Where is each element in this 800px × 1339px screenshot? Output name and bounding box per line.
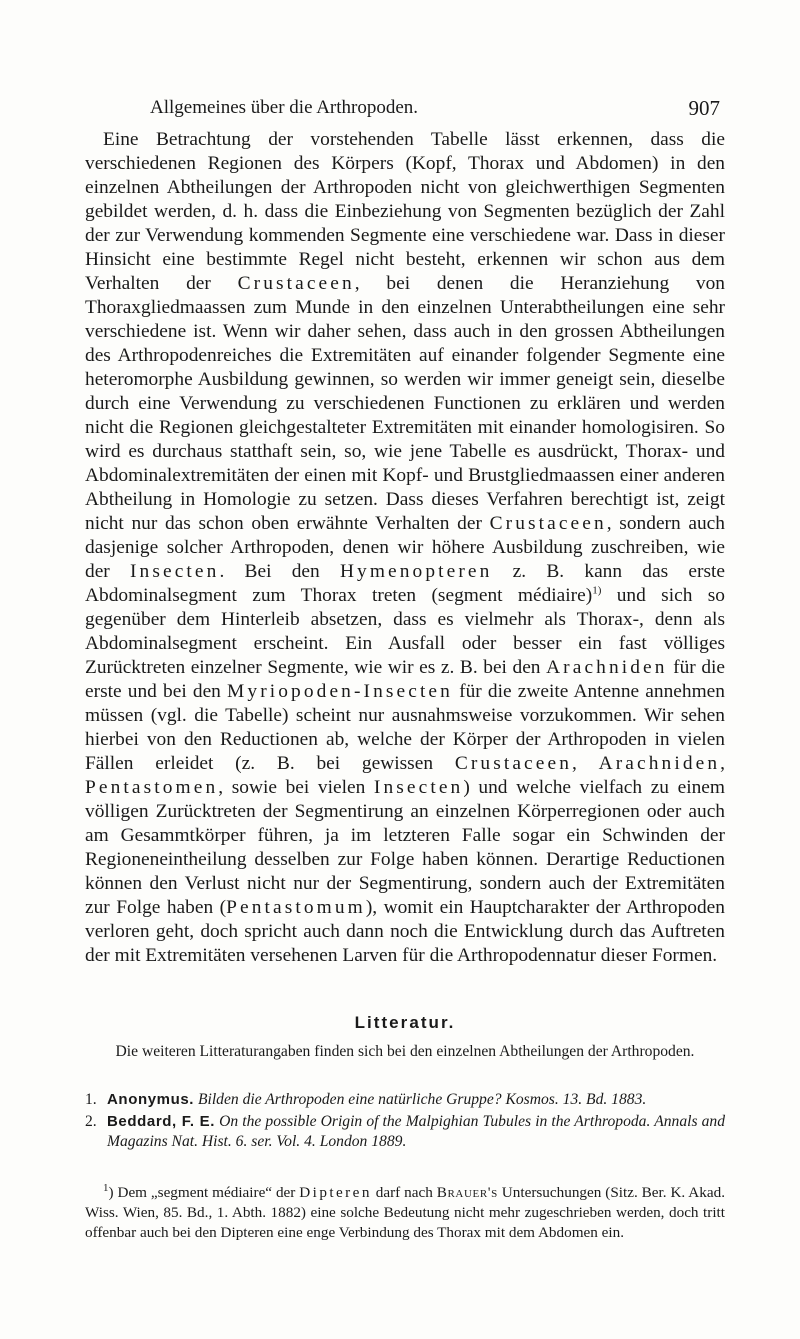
spaced-term: Pentastomen xyxy=(85,777,219,798)
spaced-term: Insecten xyxy=(373,777,464,798)
text-run: für die zweite Antenne annehmen müssen (vgl. die Tabelle) scheint nur ausnahmsweise vorzukommen. Wir sehen hierbei von den Reductionen ab, welche der Körper der Arthropoden in vielen Fällen erleidet (z. B. bei gewissen xyxy=(85,681,725,774)
reference-item xyxy=(85,1112,725,1152)
text-run: ), womit ein Hauptcharakter der Arthropoden verloren geht, doch spricht auch dann noch die Entwicklung durch das Auftreten der mit Extremitäten versehenen Larven für die Arthropodennatur dieser Formen. xyxy=(85,897,725,966)
reference-number: 1. xyxy=(85,1091,97,1108)
text-run: , sowie bei vielen xyxy=(218,777,374,798)
spaced-term: Dipteren xyxy=(299,1184,372,1201)
footnote-number: 1 xyxy=(103,1181,109,1194)
text-run: . Bei den xyxy=(219,561,340,582)
running-title: Allgemeines über die Arthropoden. xyxy=(150,97,419,118)
spaced-term: Myriopoden-Insecten xyxy=(227,681,453,702)
page-number: 907 xyxy=(688,96,720,120)
reference-title: Bilden die Arthropoden eine natürliche Gruppe? Kosmos. 13. Bd. 1883. xyxy=(197,1091,647,1108)
literature-heading: Litteratur. xyxy=(354,1013,456,1032)
author-name: Brauer's xyxy=(436,1184,498,1201)
literature-note: Die weiteren Litteraturangaben finden sich bei den einzelnen Abtheilungen der Arthropoden. xyxy=(115,1043,695,1060)
text-run: Eine Betrachtung der vorstehenden Tabelle lässt erkennen, dass die verschiedenen Regionen des Körpers (Kopf, Thorax und Abdomen) in den einzelnen Abtheilungen der Arthropoden nicht von gleichwerthigen Segmenten gebildet werden, d. h. dass die Einbeziehung von Segmenten bezüglich der Zahl der zur Verwendung kommenden Segmente eine verschiedene war. Dass in dieser Hinsicht eine bestimmte Regel nicht besteht, erkennen wir schon aus dem Verhalten der xyxy=(85,129,725,294)
footnote: $^1$) Dem „segment médiaire“ der Dipteren darf nach Brauer's Untersuchungen (Sitz. Ber. K. Akad. Wiss. Wien, 85. Bd., 1. Abth. 1882) eine solche Bedeutung nicht mehr zugeschrieben werden, doch tritt offenbar auch bei den Dipteren eine enge Verbindung des Thorax mit dem Abdomen ein. xyxy=(85,1181,725,1241)
spaced-term: Hymenopteren xyxy=(339,561,493,582)
reference-number: 2. xyxy=(85,1113,97,1130)
spaced-term: Arachniden xyxy=(598,753,721,774)
footnote-mark[interactable]: 1) xyxy=(592,584,602,597)
text-run: , bei denen die Heranziehung von Thoraxgliedmaassen zum Munde in den einzelnen Unterabtheilungen eine sehr verschiedene ist. Wenn wir daher sehen, dass auch in den grossen Abtheilungen des Arthropodenreiches die Extremitäten auf einander folgender Segmente eine heteromorphe Ausbildung gewinnen, so werden wir immer geneigt sein, dieselbe durch eine Verwendung zu verschiedenen Functionen zu erklären und werden nicht die Regionen gleichgestalteter Extremitäten mit einander homologisiren. So wird es durchaus statthaft sein, so, wie jene Tabelle es ausdrückt, Thorax- und Abdominalextremitäten der einen mit Kopf- und Brustgliedmaassen einer anderen Abtheilung in Homologie zu setzen. Dass dieses Verfahren berechtigt ist, zeigt nicht nur das schon oben erwähnte Verhalten der xyxy=(85,273,725,534)
spaced-term: Crustaceen xyxy=(489,513,607,534)
spaced-term: Insecten xyxy=(130,561,220,582)
reference-author: Beddard, F. E. xyxy=(107,1113,215,1130)
spaced-term: Crustaceen xyxy=(237,273,355,294)
text-run: , sondern auch dasjenige solcher Arthropoden, denen wir höhere Ausbildung zuschreiben, wie der xyxy=(85,513,725,582)
running-header xyxy=(150,96,720,120)
reference-author: Anonymus. xyxy=(107,1091,195,1108)
text-run: und sich so gegenüber dem Hinterleib absetzen, dass es vielmehr als Thorax-, denn als Abdominalsegment erscheint. Ein Ausfall oder besser ein fast völliges Zurücktreten einzelner Segmente, wie wir es z. B. bei den xyxy=(85,585,725,678)
text-run: für die erste und bei den xyxy=(85,657,726,702)
main-paragraph: Eine Betrachtung der vorstehenden Tabelle lässt erkennen, dass die verschiedenen Regionen des Körpers (Kopf, Thorax und Abdomen) in den einzelnen Abtheilungen der Arthropoden nicht von gleichwerthigen Segmenten gebildet werden, d. h. dass die Einbeziehung von Segmenten bezüglich der Zahl der zur Verwendung kommenden Segmente eine verschiedene war. Dass in dieser Hinsicht eine bestimmte Regel nicht besteht, erkennen wir schon aus dem Verhalten der Crustaceen, bei denen die Heranziehung von Thoraxgliedmaassen zum Munde in den einzelnen Unterabtheilungen eine sehr verschiedene ist. Wenn wir daher sehen, dass auch in den grossen Abtheilungen des Arthropodenreiches die Extremitäten auf einander folgender Segmente eine heteromorphe Ausbildung gewinnen, so werden wir immer geneigt sein, dieselbe durch eine Verwendung zu verschiedenen Functionen zu erklären und werden nicht die Regionen gleichgestalteter Extremitäten mit einander homologisiren. So wird es durchaus statthaft sein, so, wie jene Tabelle es ausdrückt, Thorax- und Abdominalextremitäten der einen mit Kopf- und Brustgliedmaassen einer anderen Abtheilung in Homologie zu setzen. Dass dieses Verfahren berechtigt ist, zeigt nicht nur das schon oben erwähnte Verhalten der Crustaceen, sondern auch dasjenige solcher Arthropoden, denen wir höhere Ausbildung zuschreiben, wie der Insecten. Bei den Hymenopteren z. B. kann das erste Abdominalsegment zum Thorax treten (segment médiaire)$^{1)}$ und sich so gegenüber dem Hinterleib absetzen, dass es vielmehr als Thorax-, denn als Abdominalsegment erscheint. Ein Ausfall oder besser ein fast völliges Zurücktreten einzelner Segmente, wie wir es z. B. bei den Arachniden für die erste und bei den Myriopoden-Insecten für die zweite Antenne annehmen müssen (vgl. die Tabelle) scheint nur ausnahmsweise vorzukommen. Wir sehen hierbei von den Reductionen ab, welche der Körper der Arthropoden in vielen Fällen erleidet (z. B. bei gewissen Crustaceen, Arachniden, Pentastomen, sowie bei vielen Insecten) und welche vielfach zu einem völligen Zurücktreten der Segmentirung an einzelnen Körperregionen oder auch am Gesammtkörper führen, ja im letzteren Falle sogar ein Schwinden der Regioneneintheilung desselben zur Folge haben können. Derartige Reductionen können den Verlust nicht nur der Segmentirung, sondern auch der Extremitäten zur Folge haben (Pentastomum), womit ein Hauptcharakter der Arthropoden verloren geht, doch spricht auch dann noch die Entwicklung durch das Auftreten der mit Extremitäten versehenen Larven für die Arthropodennatur dieser Formen. xyxy=(85,129,726,966)
text-run: z. B. kann das erste Abdominalsegment zum Thorax treten (segment médiaire) xyxy=(85,561,725,606)
reference-list xyxy=(85,1090,725,1154)
spaced-term: Pentastomum xyxy=(226,897,366,918)
spaced-term: Crustaceen xyxy=(454,753,572,774)
reference-item xyxy=(85,1090,725,1110)
reference-title: On the possible Origin of the Malpighian Tubules in the Arthropoda. Annals and Magazins Nat. Hist. 6. ser. Vol. 4. London 1889. xyxy=(107,1113,726,1150)
spaced-term: Arachniden xyxy=(546,657,668,678)
text-run: ) und welche vielfach zu einem völligen Zurücktreten der Segmentirung an einzelnen Körperregionen oder auch am Gesammtkörper führen, ja im letzteren Falle sogar ein Schwinden der Regioneneintheilung desselben zur Folge haben können. Derartige Reductionen können den Verlust nicht nur der Segmentirung, sondern auch der Extremitäten zur Folge haben ( xyxy=(85,777,725,918)
